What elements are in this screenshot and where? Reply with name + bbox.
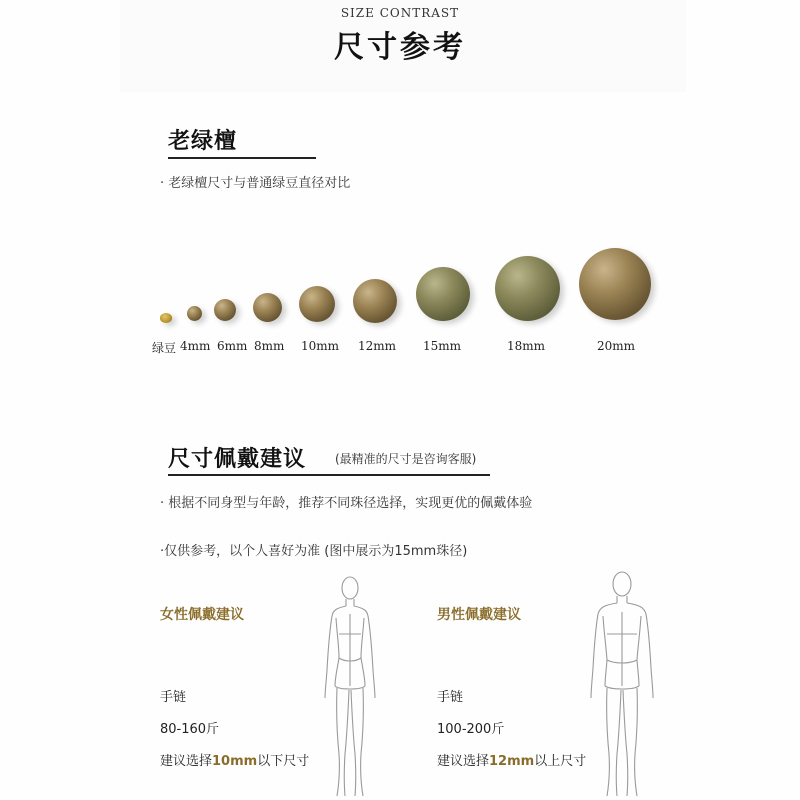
section-title-wood: 老绿檀 — [168, 129, 238, 154]
reference-bullet: ·仅供参考，以个人喜好为准 (图中展示为15mm珠径) — [160, 544, 468, 559]
bead-label: 12mm — [358, 339, 397, 353]
mung-bean — [160, 313, 172, 323]
male-title: 男性佩戴建议 — [437, 607, 521, 623]
bead-label: 15mm — [423, 339, 462, 353]
bead-6mm — [214, 299, 236, 321]
bead-8mm — [253, 293, 282, 322]
bead-label: 4mm — [180, 339, 211, 353]
male-advice-size: 12mm — [489, 754, 535, 769]
section-underline — [168, 474, 490, 476]
bead-label: 6mm — [217, 339, 248, 353]
bead-label: 20mm — [597, 339, 636, 353]
comparison-bullet: · 老绿檀尺寸与普通绿豆直径对比 — [160, 176, 351, 191]
recommendation-bullet: · 根据不同身型与年龄，推荐不同珠径选择，实现更优的佩戴体验 — [160, 496, 533, 511]
page-title: 尺寸参考 — [334, 30, 466, 65]
bead-label: 18mm — [507, 339, 546, 353]
bead-4mm — [187, 306, 202, 321]
bead-label: 8mm — [254, 339, 285, 353]
bead-20mm — [579, 248, 651, 320]
bead-15mm — [416, 267, 470, 321]
service-note: (最精准的尺寸是咨询客服) — [335, 452, 477, 466]
male-weight: 100-200斤 — [437, 722, 505, 737]
female-mannequin-icon — [315, 574, 385, 800]
header-subtitle: SIZE CONTRAST — [340, 6, 460, 20]
male-item: 手链 — [437, 690, 464, 705]
female-weight: 80-160斤 — [160, 722, 220, 737]
bead-label: 10mm — [301, 339, 340, 353]
bead-18mm — [495, 256, 560, 321]
male-advice: 建议选择12mm以上尺寸 — [437, 754, 587, 769]
bead-label: 绿豆 — [152, 341, 177, 355]
bead-12mm — [353, 279, 397, 323]
female-item: 手链 — [160, 690, 187, 705]
bead-10mm — [299, 286, 335, 322]
male-mannequin-icon — [585, 570, 659, 800]
section-title-wearing: 尺寸佩戴建议 — [168, 447, 307, 472]
section-underline — [168, 157, 316, 159]
female-advice-size: 10mm — [212, 754, 258, 769]
female-advice: 建议选择10mm以下尺寸 — [160, 754, 310, 769]
female-title: 女性佩戴建议 — [160, 607, 244, 623]
